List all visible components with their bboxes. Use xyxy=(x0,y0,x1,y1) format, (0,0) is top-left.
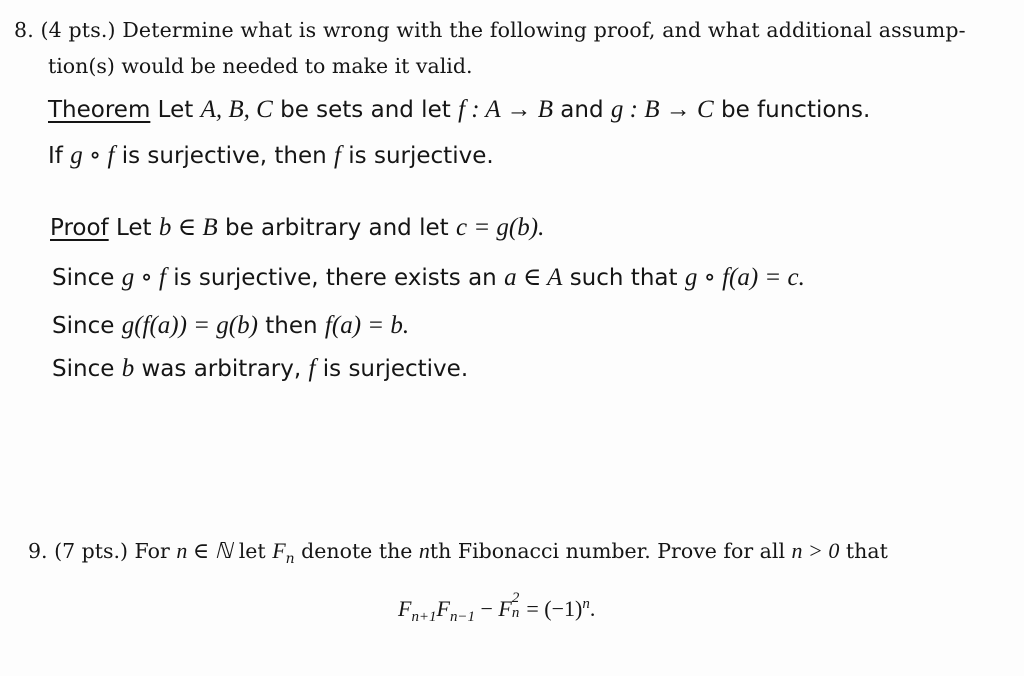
problem-9-header: 9. (7 pts.) For n ∈ ℕ let $F_n$ denote the nth Fibonacci number. Prove for all n > 0 that xyxy=(28,538,888,567)
problem-8-header-line-2: tion(s) would be needed to make it valid. xyxy=(48,54,473,78)
math-sets: A, B, C xyxy=(200,96,273,123)
proof-line-4: Since b was arbitrary, f is surjective. xyxy=(52,355,469,382)
proof-line-1: Proof Let b ∈ B be arbitrary and let c = g(b). xyxy=(50,214,545,241)
problem-8-prompt: (4 pts.) Determine what is wrong with the following proof, and what additional assump- xyxy=(40,18,966,42)
problem-8-number: 8. xyxy=(14,18,34,42)
math-g-map: g : B → C xyxy=(610,96,714,123)
math-f-map: f : A → B xyxy=(458,96,553,123)
proof-label: Proof xyxy=(50,215,109,241)
proof-line-2: Since g ∘ f is surjective, there exists an a ∈ A such that g ∘ f(a) = c. xyxy=(52,264,805,291)
theorem-line-2: If g ∘ f is surjective, then f is surjective. xyxy=(48,142,494,169)
proof-line-3: Since g(f(a)) = g(b) then f(a) = b. xyxy=(52,312,410,339)
problem-9-number: 9. xyxy=(28,539,48,563)
theorem-label: Theorem xyxy=(48,97,151,123)
fibonacci-identity-formula: $F_{n+1}F_{n-1} - F$ 2 n = $(-1)^n$. xyxy=(398,590,596,626)
theorem-line-1: Theorem Let A, B, C be sets and let f : A → B and g : B → C be functions. xyxy=(48,96,871,123)
problem-8-header-line-1 xyxy=(14,18,966,42)
